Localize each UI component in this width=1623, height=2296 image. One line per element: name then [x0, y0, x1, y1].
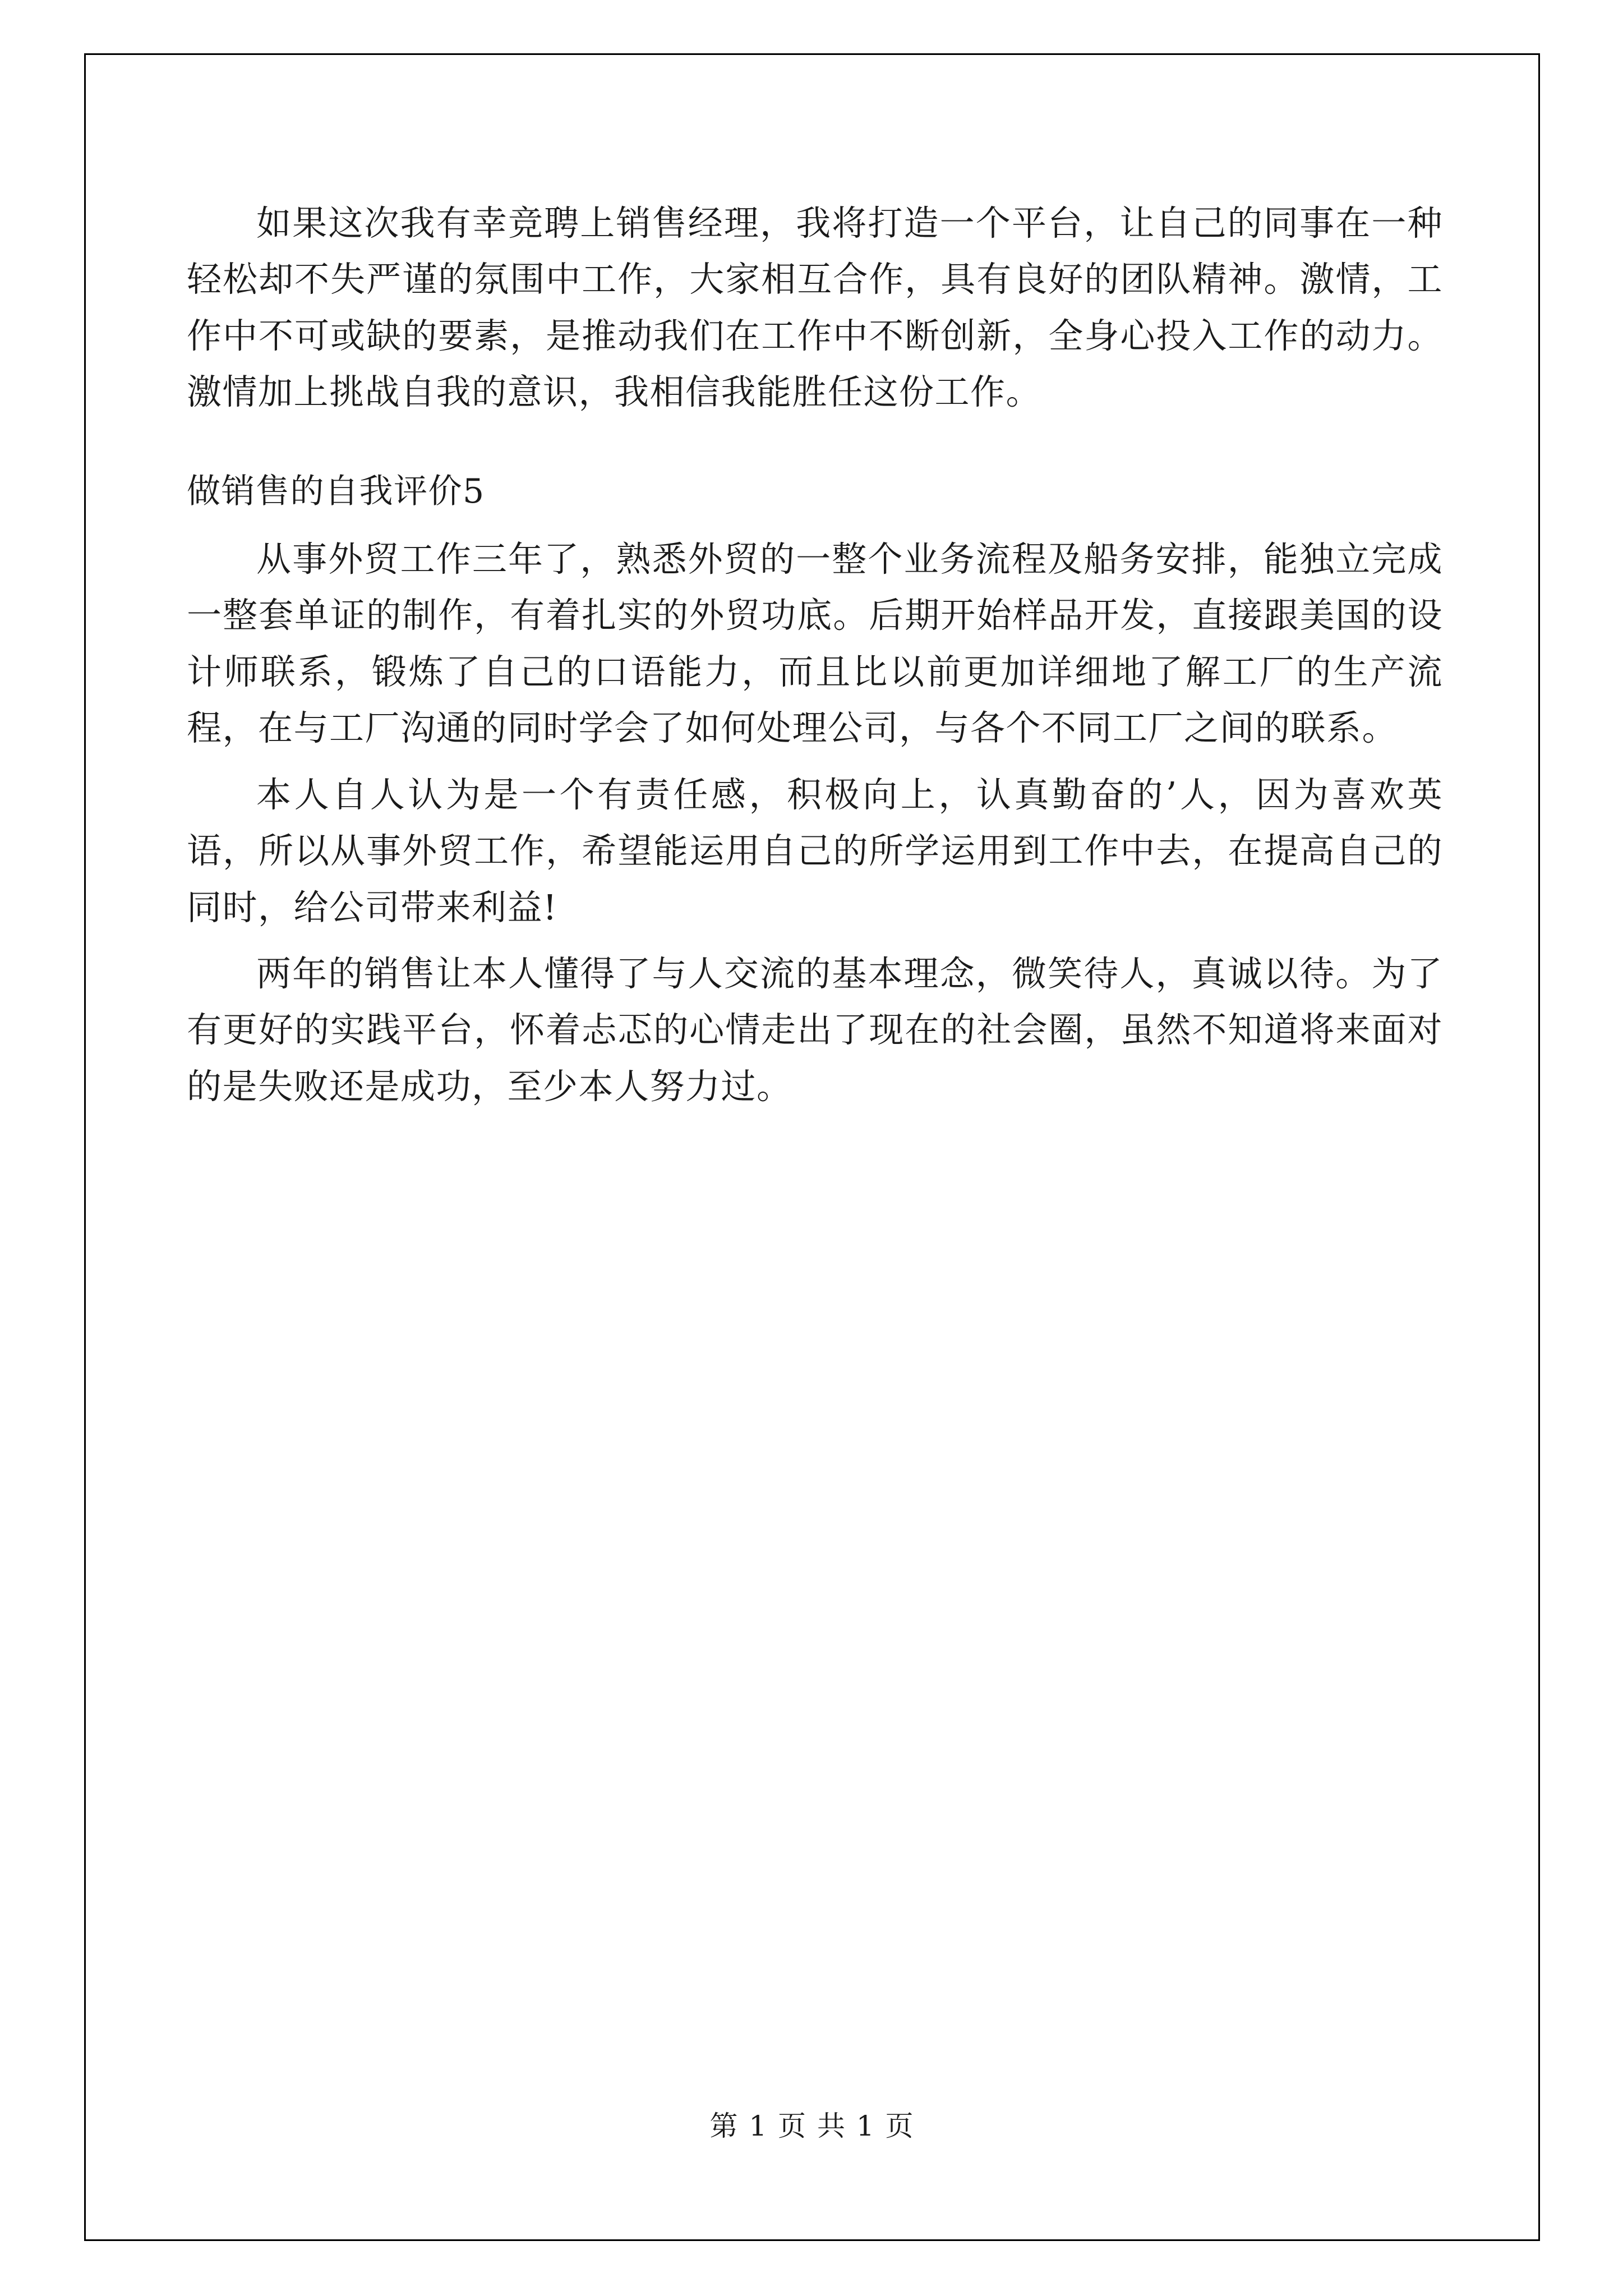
paragraph-spacer [187, 431, 1443, 445]
paragraph-2: 从事外贸工作三年了，熟悉外贸的一整个业务流程及船务安排，能独立完成一整套单证的制作，有着扎实的外贸功底。后期开始样品开发，直接跟美国的设计师联系，锻炼了自己的口语能力，而且比以前更加详细地了解工厂的生产流程，在与工厂沟通的同时学会了如何处理公司，与各个不同工厂之间的联系。 [187, 538, 1443, 749]
paragraph-1: 如果这次我有幸竞聘上销售经理，我将打造一个平台，让自己的同事在一种轻松却不失严谨的氛围中工作，大家相互合作，具有良好的团队精神。激情，工作中不可或缺的要素，是推动我们在工作中不断创新，全身心投入工作的动力。激情加上挑战自我的意识，我相信我能胜任这份工作。 [187, 203, 1443, 413]
document-page [84, 53, 1540, 2241]
document-body [187, 195, 1443, 1125]
paragraph-4: 两年的销售让本人懂得了与人交流的基本理念，微笑待人，真诚以待。为了有更好的实践平台，怀着忐忑的心情走出了现在的社会圈，虽然不知道将来面对的是失败还是成功，至少本人努力过。 [187, 953, 1443, 1107]
page-footer: 第 1 页 共 1 页 [709, 2110, 915, 2142]
section-heading: 做销售的自我评价5 [187, 471, 485, 511]
paragraph-3: 本人自人认为是一个有责任感，积极向上，认真勤奋的’人，因为喜欢英语，所以从事外贸工作，希望能运用自己的所学运用到工作中去，在提高自己的同时，给公司带来利益! [187, 774, 1443, 928]
